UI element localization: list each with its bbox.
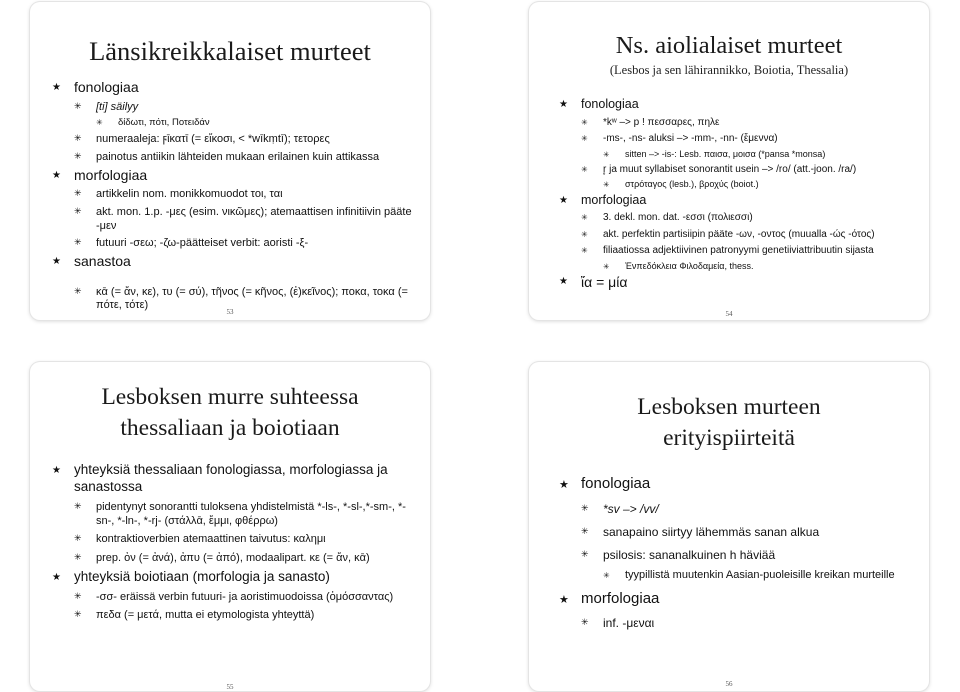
item-text: prep. ὀν (= ἀνά), ἀπυ (= ἀπό), modaalipart. κε (= ἄν, κᾱ) xyxy=(96,552,370,564)
star-bullet-icon: ★ xyxy=(559,276,568,287)
star-bullet-icon: ★ xyxy=(559,194,568,206)
item-text: sanapaino siirtyy lähemmäs sanan alkua xyxy=(603,524,820,539)
slide-body xyxy=(52,77,420,313)
item-text: 3. dekl. mon. dat. -εσσι (πολιεσσι) xyxy=(603,212,753,224)
bullet-item xyxy=(52,253,420,271)
item-text: pidentynyt sonorantti tuloksena yhdistelmistä *-ls-, *-sl-,*-sm-, *-sn-, *-ln-, *-rj- (στάλλᾱ, ἔμμι, φθέρρω) xyxy=(96,500,406,527)
page-number: 55 xyxy=(226,683,234,691)
item-text: morfologiaa xyxy=(581,589,660,607)
asterisk-bullet-icon: ✳ xyxy=(581,503,589,514)
slide-title: Länsikreikkalaiset murteet xyxy=(89,36,371,66)
bullet-item xyxy=(559,274,923,292)
item-text: -σσ- eräissä verbin futuuri- ja aoristimuodoissa (ὀμόσσαντας) xyxy=(96,590,394,603)
asterisk-bullet-icon: ✳ xyxy=(581,246,588,256)
slide-54 xyxy=(529,2,929,320)
asterisk-bullet-icon: ✳ xyxy=(581,549,589,560)
asterisk-bullet-icon: ✳ xyxy=(603,180,610,190)
bullet-item xyxy=(559,97,923,113)
bullet-item xyxy=(559,193,923,209)
slide-body xyxy=(559,468,921,631)
asterisk-bullet-icon: ✳ xyxy=(581,526,589,537)
page-number: 53 xyxy=(226,308,234,316)
item-text: filiaatiossa adjektiivinen patronyymi genetiiviattribuutin sijasta xyxy=(603,245,874,257)
star-bullet-icon: ★ xyxy=(52,571,61,583)
item-text: artikkelin nom. monikkomuodot τοι, ται xyxy=(96,188,283,201)
bullet-item xyxy=(74,552,420,566)
item-text: fonologiaa xyxy=(74,79,139,95)
item-text: δίδωτι, πότι, Ποτειδάν xyxy=(118,117,210,129)
asterisk-bullet-icon: ✳ xyxy=(74,591,82,602)
asterisk-bullet-icon: ✳ xyxy=(581,618,589,629)
slide-subtitle: (Lesbos ja sen lähirannikko, Boiotia, Thessalia) xyxy=(609,63,849,77)
title-line: thessaliaan ja boiotiaan xyxy=(120,414,340,441)
bullet-item xyxy=(581,245,923,258)
bullet-item xyxy=(603,569,921,583)
item-text: πεδα (= μετά, mutta ei etymologista yhteyttä) xyxy=(96,609,315,622)
slide-body xyxy=(559,95,923,292)
title-line: erityispiirteitä xyxy=(663,424,795,451)
item-text: Ἐνπεδόκλεια Φιλοδαμεία, thess. xyxy=(625,260,754,271)
bullet-item xyxy=(74,206,420,234)
asterisk-bullet-icon: ✳ xyxy=(581,134,588,144)
slide-title: Ns. aiolialaiset murteet xyxy=(615,32,843,59)
item-text: ἴα = μία xyxy=(581,274,628,290)
bullet-item xyxy=(74,591,420,605)
asterisk-bullet-icon: ✳ xyxy=(74,610,82,621)
asterisk-bullet-icon: ✳ xyxy=(581,164,588,174)
bullet-item xyxy=(74,133,420,147)
item-text: akt. perfektin partisiipin pääte -ων, -οντος (muualla -ώς -ότος) xyxy=(603,228,875,240)
bullet-item xyxy=(74,101,420,115)
item-text: kontraktioverbien atemaattinen taivutus: καλημι xyxy=(96,533,326,546)
asterisk-bullet-icon: ✳ xyxy=(74,238,82,249)
asterisk-bullet-icon: ✳ xyxy=(74,101,82,112)
item-text: στρόταγος (lesb.), βροχύς (boiot.) xyxy=(625,179,759,190)
asterisk-bullet-icon: ✳ xyxy=(96,118,103,128)
item-text: r̥ ja muut syllabiset sonorantit usein –> /ro/ (att.-joon. /ra/) xyxy=(603,163,857,175)
bullet-item xyxy=(52,462,420,496)
asterisk-bullet-icon: ✳ xyxy=(74,206,82,217)
item-text: yhteyksiä boiotiaan (morfologia ja sanasto) xyxy=(74,568,330,584)
item-text: morfologiaa xyxy=(581,192,647,207)
item-text: yhteyksiä thessaliaan fonologiassa, morfologiassa ja sanastossa xyxy=(74,462,388,494)
item-text: inf. -μεναι xyxy=(603,616,655,631)
bullet-item xyxy=(603,261,923,272)
bullet-item xyxy=(581,616,921,631)
item-text: fonologiaa xyxy=(581,475,651,492)
asterisk-bullet-icon: ✳ xyxy=(603,149,610,159)
item-text: tyypillistä muutenkin Aasian-puoleisille kreikan murteille xyxy=(625,568,895,581)
bullet-item xyxy=(74,609,420,623)
bullet-item xyxy=(581,525,921,540)
star-bullet-icon: ★ xyxy=(52,169,61,181)
item-text: psilosis: sananalkuinen h häviää xyxy=(603,547,776,562)
item-text: futuuri -σεω; -ζω-päätteiset verbit: aoristi -ξ- xyxy=(96,237,309,250)
item-text: numeraaleja: ϝῑκατῑ (= εἴκοσι, < *wīkṃtī); τετορες xyxy=(96,133,330,146)
star-bullet-icon: ★ xyxy=(559,592,569,606)
bullet-item xyxy=(581,164,923,177)
slide-title xyxy=(30,382,430,443)
slide-55 xyxy=(30,362,430,691)
bullet-item xyxy=(581,502,921,517)
asterisk-bullet-icon: ✳ xyxy=(581,213,588,223)
asterisk-bullet-icon: ✳ xyxy=(603,570,610,580)
item-text: fonologiaa xyxy=(581,97,639,111)
item-text: *kʷ –> p ! πεσσαρες, πηλε xyxy=(603,116,720,128)
star-bullet-icon: ★ xyxy=(52,256,61,268)
bullet-item xyxy=(74,501,420,529)
bullet-item xyxy=(96,117,420,129)
slide-title xyxy=(529,392,929,453)
asterisk-bullet-icon: ✳ xyxy=(74,501,82,512)
bullet-item xyxy=(559,475,921,494)
bullet-item xyxy=(581,229,923,242)
bullet-item xyxy=(52,167,420,185)
item-text: morfologiaa xyxy=(74,166,148,183)
bullet-item xyxy=(581,133,923,146)
star-bullet-icon: ★ xyxy=(559,478,569,491)
asterisk-bullet-icon: ✳ xyxy=(74,286,82,297)
bullet-item xyxy=(74,237,420,251)
asterisk-bullet-icon: ✳ xyxy=(74,553,82,563)
item-text: painotus antiikin lähteiden mukaan erilainen kuin attikassa xyxy=(96,150,380,163)
bullet-item xyxy=(74,533,420,547)
asterisk-bullet-icon: ✳ xyxy=(581,229,588,239)
slide-body xyxy=(52,459,420,623)
page-number: 54 xyxy=(725,310,733,318)
asterisk-bullet-icon: ✳ xyxy=(581,117,588,127)
bullet-item xyxy=(52,569,420,586)
page-number: 56 xyxy=(725,680,733,688)
asterisk-bullet-icon: ✳ xyxy=(74,534,82,545)
bullet-item xyxy=(74,188,420,202)
item-text: *sv –> /vv/ xyxy=(603,501,659,516)
bullet-item xyxy=(581,212,923,225)
bullet-item xyxy=(74,151,420,165)
item-text: [ti] säilyy xyxy=(96,100,139,113)
star-bullet-icon: ★ xyxy=(52,82,61,93)
item-text: κᾱ (= ἄν, κε), τυ (= σύ), τῆνος (= κῆνος, (ἐ)κεῖνος); ποκα, τοκα (= πότε, τότε) xyxy=(96,285,408,312)
bullet-item xyxy=(581,548,921,563)
item-text: -ms-, -ns- aluksi –> -mm-, -nn- (ἔμεννα) xyxy=(603,133,778,145)
bullet-item xyxy=(603,179,923,190)
bullet-item xyxy=(603,149,923,160)
asterisk-bullet-icon: ✳ xyxy=(74,151,82,162)
asterisk-bullet-icon: ✳ xyxy=(74,189,82,200)
asterisk-bullet-icon: ✳ xyxy=(74,134,82,145)
bullet-item xyxy=(581,117,923,130)
star-bullet-icon: ★ xyxy=(52,465,61,476)
title-line: Lesboksen murre suhteessa xyxy=(101,384,359,410)
slide-56 xyxy=(529,362,929,691)
bullet-item xyxy=(559,590,921,609)
bullet-item xyxy=(52,79,420,97)
title-line: Lesboksen murteen xyxy=(637,394,821,420)
item-text: akt. mon. 1.p. -μες (esim. νικῶμες); atemaattisen infinitiivin pääte -μεν xyxy=(96,205,412,232)
slide-53 xyxy=(30,2,430,320)
asterisk-bullet-icon: ✳ xyxy=(603,261,610,271)
item-text: sitten –> -is-: Lesb. παισα, μοισα (*pansa *monsa) xyxy=(625,148,826,159)
item-text: sanastoa xyxy=(74,253,131,270)
star-bullet-icon: ★ xyxy=(559,99,568,110)
